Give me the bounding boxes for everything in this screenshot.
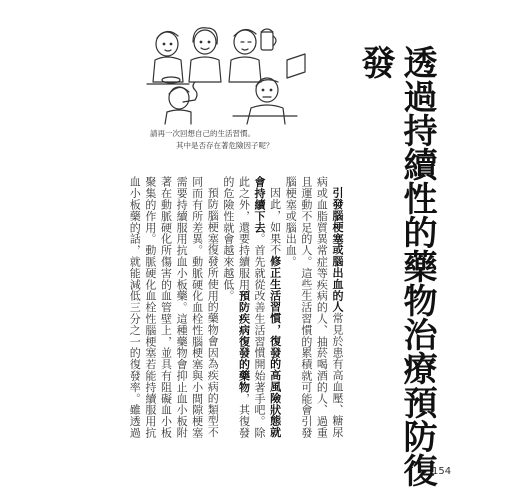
paragraph-text: 。首先就從改善生活習慣開始著手吧。除此之外，還要持續服用 — [237, 176, 267, 439]
emphasis-text: 預防疾病復發的藥物 — [237, 290, 251, 393]
person-eating-icon — [147, 31, 189, 84]
emphasis-text: 引發腦梗塞或腦出血的人 — [331, 187, 344, 313]
paragraph-text: 常見於患有高血壓、糖尿病或血脂質異常症等疾病的人、抽菸喝酒的人、過重且運動不足的人。這些生活習慣的累積就可能會引發腦梗塞或腦出血。 — [284, 176, 344, 439]
body-paragraph — [283, 176, 345, 444]
page-number: 154 — [432, 466, 452, 477]
people-illustration — [145, 20, 310, 125]
person-woman-icon — [189, 28, 221, 82]
body-paragraph — [127, 176, 221, 444]
paragraph-text: 預防腦梗塞復發所使用的藥物會因為疾病的類型不同而有所差異。動脈硬化血栓性腦梗塞與小間隙梗塞需要持續服用抗血小板藥。這種藥物會抑止血小板附著在動脈硬化所傷害的血管壁上，並具有阻礙血小板聚集的作用。動脈硬化血栓性腦梗塞若能持續服用抗血小板藥的話，就能減低三分之一的復發率。雖透過 — [128, 176, 220, 439]
paragraph-text: ，其復發的危險性就會越來越低。 — [221, 176, 251, 439]
body-text — [128, 176, 345, 444]
paragraph-text: 因此，如果不 — [268, 187, 282, 256]
page-title: 透過持續性的藥物治療預防復發 — [355, 45, 437, 487]
emphasis-text: 修正生活習慣，復發的高風險狀態就會持續下去 — [253, 176, 282, 438]
body-paragraph — [220, 176, 282, 444]
caption-line-1: 請再一次回想自己的生活習慣。 — [150, 129, 255, 138]
person-smoking-icon — [165, 82, 197, 124]
illustration-caption — [150, 128, 320, 152]
caption-line-2: 其中是否存在著危險因子呢？ — [176, 141, 274, 150]
person-drinking-icon — [229, 29, 276, 82]
person-office-icon — [233, 54, 305, 124]
